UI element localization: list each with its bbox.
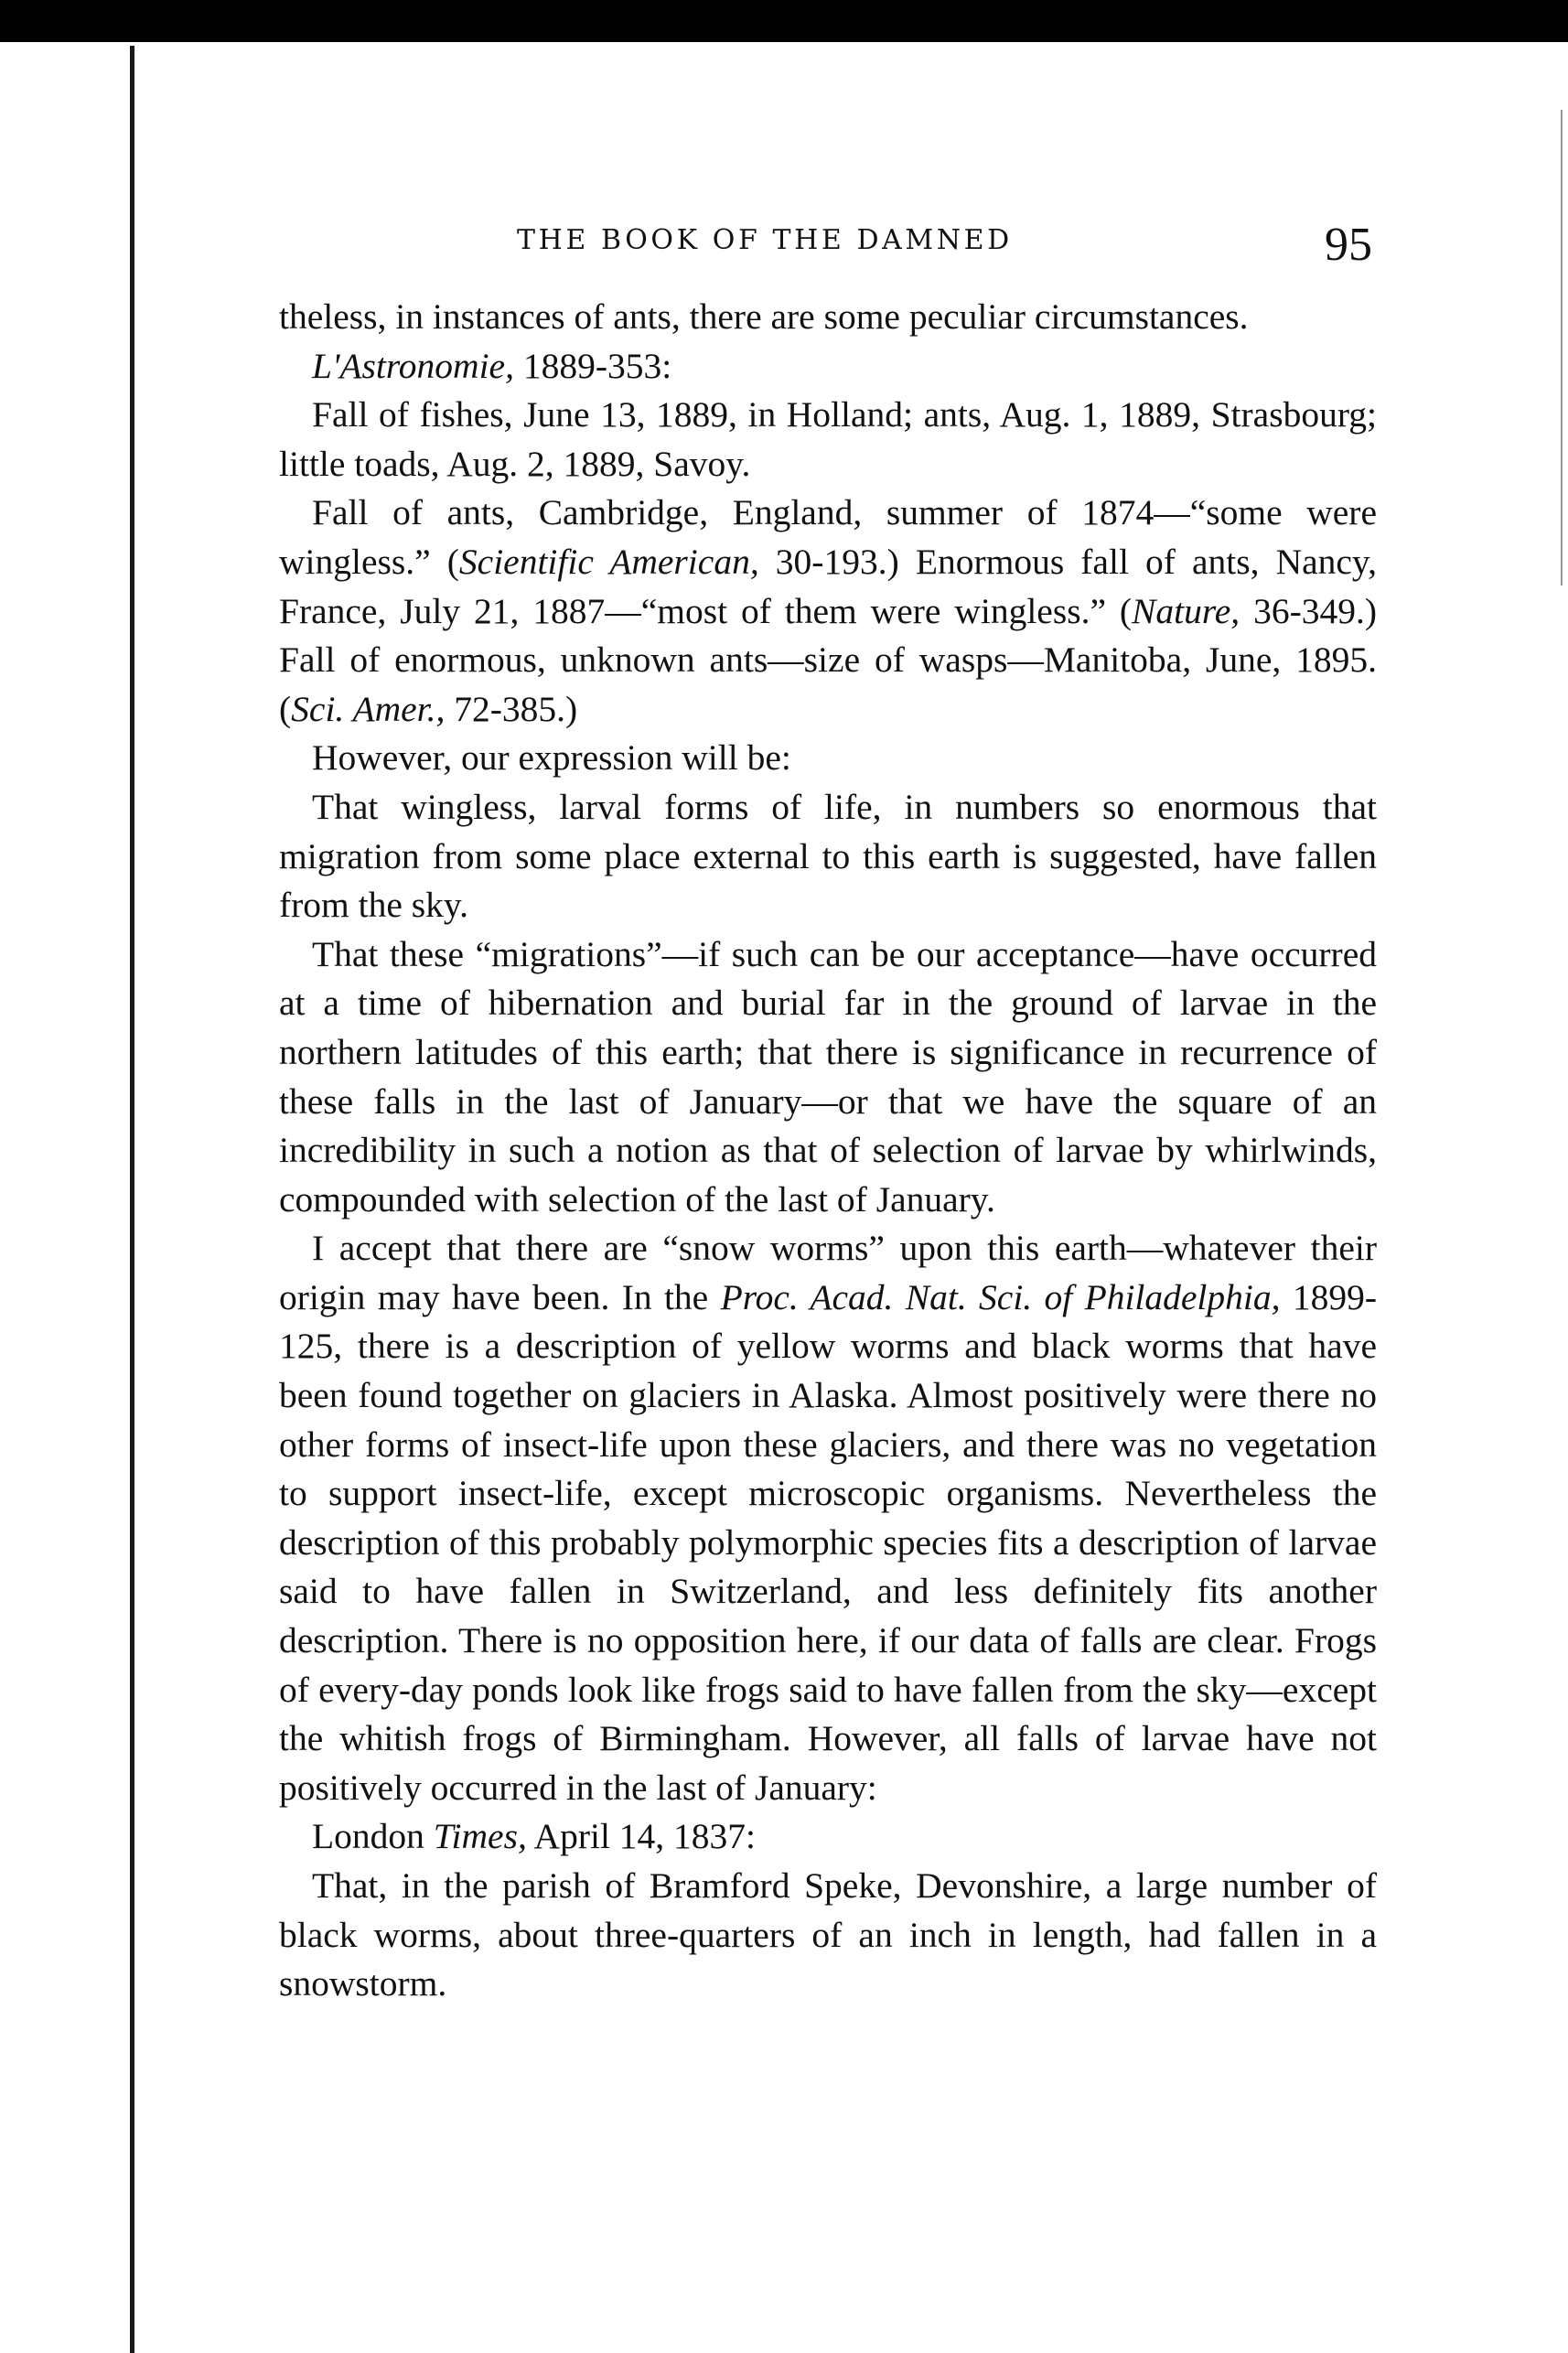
paragraph: theless, in instances of ants, there are some peculiar circumstances. [279, 296, 1249, 337]
citation-title: Nature, [1132, 590, 1240, 631]
paragraph: Fall of fishes, June 13, 1889, in Holland; ants, Aug. 1, 1889, Strasbourg; little toads, Aug. 2, 1889, Savoy. [279, 394, 1377, 484]
paragraph: However, our expression will be: [312, 737, 791, 779]
page-binding-edge [130, 46, 134, 2353]
citation-title: Proc. Acad. Nat. Sci. of Philadelphia, [720, 1276, 1281, 1317]
citation-title: Times, [433, 1816, 527, 1857]
paragraph: That, in the parish of Bramford Speke, Devonshire, a large number of black worms, about three-quarters of an inch in length, had fallen in a snowstorm. [279, 1865, 1377, 2004]
page-number: 95 [1325, 219, 1372, 271]
paragraph: I accept that there are “snow worms” upon this earth—whatever their origin may have been. In the Proc. Acad. Nat. Sci. of Philadelphia, 1899-125, there is a description of yellow worms and black worms that have been found together on glaciers in Alaska. Almost positively were there no other forms of insect-life upon these glaciers, and there was no vegetation to support insect-life, except microscopic organisms. Nevertheless the description of this probably polymorphic species fits a description of larvae said to have fallen in Switzerland, and less definitely fits another description. There is no opposition here, if our data of falls are clear. Frogs of every-day ponds look like frogs said to have fallen from the sky—except the whitish frogs of Birmingham. However, all falls of larvae have not positively occurred in the last of January: [279, 1228, 1378, 1808]
citation-title: L'Astronomie, [312, 345, 514, 386]
body-text [279, 293, 1377, 2009]
citation-title: Sci. Amer., [291, 688, 446, 729]
paragraph: That wingless, larval forms of life, in numbers so enormous that migration from some place external to this earth is suggested, have fallen from the sky. [279, 786, 1377, 926]
scan-edge-mark [1561, 110, 1563, 586]
scan-top-border [0, 0, 1568, 42]
paragraph-citation: London Times, April 14, 1837: [312, 1816, 757, 1857]
running-header: THE BOOK OF THE DAMNED [517, 224, 1013, 256]
paragraph: Fall of ants, Cambridge, England, summer of 1874—“some were wingless.” (Scientific American, 30-193.) Enormous fall of ants, Nancy, France, July 21, 1887—“most of them were wingless.” (Nature, 36-349.) Fall of enormous, unknown ants—size of wasps—Manitoba, June, 1895. (Sci. Amer., 72-385.) [279, 492, 1378, 729]
citation-title: Scientific American, [458, 541, 759, 582]
paragraph: That these “migrations”—if such can be our acceptance—have occurred at a time of hibernation and burial far in the ground of larvae in the northern latitudes of this earth; that there is significance in recurrence of these falls in the last of January—or that we have the square of an incredibility in such a notion as that of selection of larvae by whirlwinds, compounded with selection of the last of January. [279, 933, 1377, 1219]
paragraph-citation: L'Astronomie, 1889-353: [312, 345, 672, 386]
